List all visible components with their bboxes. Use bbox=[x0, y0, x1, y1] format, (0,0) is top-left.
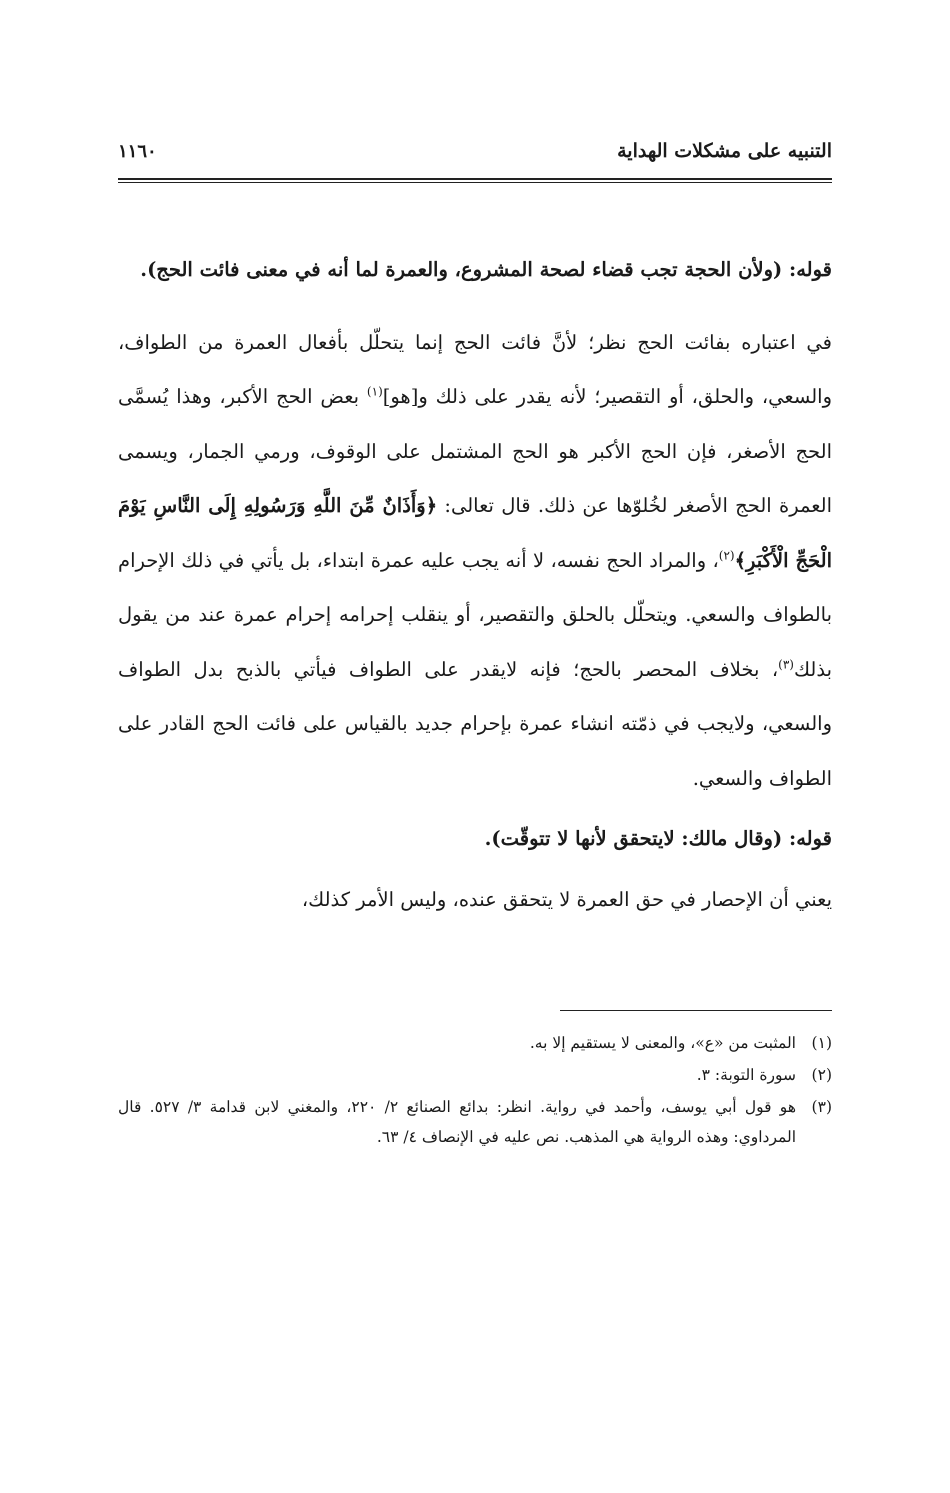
body-text bbox=[118, 243, 832, 927]
footnotes bbox=[118, 1028, 832, 1154]
header-rule bbox=[118, 178, 832, 180]
paragraph-text: يعني أن الإحصار في حق العمرة لا يتحقق عنده، وليس الأمر كذلك، bbox=[301, 887, 832, 911]
footnote-number: (٢) bbox=[811, 1066, 832, 1084]
footnote-1 bbox=[118, 1028, 832, 1058]
footnote-number: (٣) bbox=[811, 1098, 832, 1116]
footnote-text: هو قول أبي يوسف، وأحمد في رواية. انظر: بدائع الصنائع ٢/ ٢٢٠، والمغني لابن قدامة ٣/ ٥٢٧. قال المرداوي: وهذه الرواية هي المذهب. نص عليه في الإنصاف ٤/ ٦٣. bbox=[118, 1098, 796, 1146]
quote-text: (وقال مالك: لايتحقق لأنها لا تتوقّت). bbox=[484, 827, 783, 850]
quran-verse: ﴿وَأَذَانٌ مِّنَ اللَّهِ وَرَسُولِهِ إِلَى النَّاسِ يَوْمَ الْحَجِّ الْأَكْبَرِ﴾ bbox=[118, 494, 832, 572]
footnote-ref-2[interactable]: (٢) bbox=[718, 548, 735, 562]
footnote-2 bbox=[118, 1060, 832, 1090]
footnote-ref-3[interactable]: (٣) bbox=[778, 657, 794, 671]
footnote-ref-1[interactable]: (١) bbox=[366, 384, 383, 399]
quote-text: (ولأن الحجة تجب قضاء لصحة المشروع، والعمرة لما أنه في معنى فائت الحج). bbox=[140, 258, 783, 281]
paragraph-text: في اعتباره بفائت الحج نظر؛ لأنَّ فائت الحج إنما يتحلّل بأفعال العمرة من الطواف، والسعي، والحلق، أو التقصير؛ لأنه يقدر على ذلك و[هو] bbox=[118, 330, 832, 408]
quote-lead: قوله: bbox=[782, 827, 832, 850]
commentary-quote-2 bbox=[118, 812, 832, 867]
commentary-quote-1 bbox=[118, 243, 832, 298]
commentary-paragraph-2 bbox=[118, 873, 832, 928]
paragraph-text: بعض الحج الأكبر، وهذا يُسمَّى الحج الأصغر، فإن الحج الأكبر هو الحج المشتمل على الوقوف، ورمي الجمار، ويسمى العمرة الحج الأصغر لخُلوّها عن ذلك. قال تعالى: bbox=[118, 385, 832, 517]
page-number: ١١٦٠ bbox=[118, 141, 157, 162]
page bbox=[118, 140, 832, 927]
commentary-paragraph bbox=[118, 316, 832, 807]
footnote-text: سورة التوبة: ٣. bbox=[696, 1066, 796, 1084]
paragraph-text: ، والمراد الحج نفسه، لا أنه يجب عليه عمرة ابتداء، بل يأتي في ذلك الإحرام بالطواف والسعي. ويتحلّل بالحلق والتقصير، أو ينقلب إحرامه إحرام عمرة عند من يقول بذلك bbox=[118, 548, 832, 681]
paragraph-text: ، بخلاف المحصر بالحج؛ فإنه لايقدر على الطواف فيأتي بالذبح بدل الطواف والسعي، ولايجب في ذمّته انشاء عمرة بإحرام جديد بالقياس على فائت الحج القادر على الطواف والسعي. bbox=[118, 657, 832, 790]
quote-lead: قوله: bbox=[782, 258, 832, 281]
header-rule-thin bbox=[118, 182, 832, 183]
footnote-rule bbox=[560, 1010, 832, 1011]
book-title: التنبيه على مشكلات الهداية bbox=[617, 140, 832, 162]
footnote-number: (١) bbox=[811, 1034, 832, 1052]
footnote-3 bbox=[118, 1092, 832, 1152]
running-header bbox=[118, 140, 832, 172]
footnote-text: المثبت من «ع»، والمعنى لا يستقيم إلا به. bbox=[529, 1034, 796, 1052]
